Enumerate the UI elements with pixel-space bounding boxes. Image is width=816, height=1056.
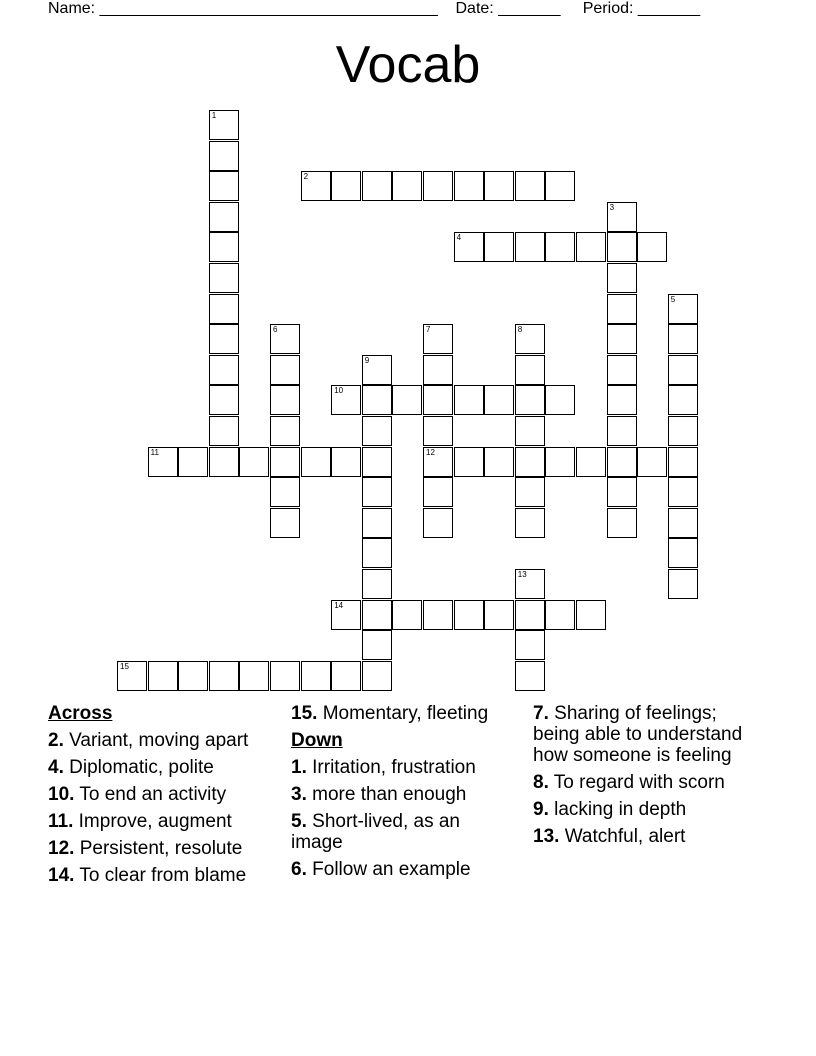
clue-number: 10.	[48, 784, 75, 805]
cell-number: 5	[670, 294, 676, 304]
grid-cell[interactable]	[454, 171, 484, 201]
cell-number: 8	[517, 325, 523, 335]
grid-cell[interactable]	[607, 355, 637, 385]
clue-text: Sharing of feelings; being able to understand how someone is feeling	[533, 703, 743, 766]
grid-cell[interactable]	[668, 477, 698, 507]
grid-cell[interactable]	[209, 141, 239, 171]
grid-cell[interactable]	[209, 202, 239, 232]
cell-number: 3	[609, 202, 615, 212]
grid-cell[interactable]	[209, 324, 239, 354]
grid-cell[interactable]	[270, 416, 300, 446]
grid-cell[interactable]	[545, 385, 575, 415]
grid-cell[interactable]	[423, 447, 453, 477]
grid-cell[interactable]	[515, 508, 545, 538]
grid-cell[interactable]	[454, 232, 484, 262]
clue-down-1	[291, 757, 516, 778]
cell-number: 7	[426, 325, 431, 335]
grid-cell[interactable]	[392, 600, 422, 630]
grid-cell[interactable]	[607, 508, 637, 538]
clue-text: To end an activity	[79, 784, 227, 805]
grid-cell[interactable]	[668, 294, 698, 324]
clue-text: Short-lived, as an image	[291, 811, 460, 853]
clue-number: 8.	[533, 772, 549, 793]
cell-number: 15	[120, 661, 129, 671]
cell-number: 2	[303, 172, 309, 182]
clue-across-11	[48, 811, 273, 832]
grid-cell[interactable]	[484, 232, 514, 262]
clue-number: 4.	[48, 757, 64, 778]
clue-number: 12.	[48, 838, 75, 859]
clue-number: 15.	[291, 703, 318, 724]
grid-cell[interactable]	[209, 171, 239, 201]
grid-cell[interactable]	[362, 385, 392, 415]
grid-cell[interactable]	[270, 447, 300, 477]
grid-cell[interactable]	[423, 508, 453, 538]
grid-cell[interactable]	[423, 477, 453, 507]
cell-number: 9	[364, 355, 370, 365]
grid-cell[interactable]	[668, 324, 698, 354]
grid-cell[interactable]	[607, 416, 637, 446]
grid-cell[interactable]	[545, 447, 575, 477]
grid-cell[interactable]	[209, 416, 239, 446]
grid-cell[interactable]	[668, 416, 698, 446]
grid-cell[interactable]	[362, 355, 392, 385]
grid-cell[interactable]	[362, 447, 392, 477]
date-label: Date:	[455, 0, 494, 17]
name-blank[interactable]: ______________________________________	[99, 0, 438, 17]
grid-cell[interactable]	[607, 385, 637, 415]
clue-text: Watchful, alert	[564, 826, 686, 847]
clue-number: 3.	[291, 784, 307, 805]
clue-down-3	[291, 784, 516, 805]
grid-cell[interactable]	[239, 661, 269, 691]
grid-cell[interactable]	[576, 232, 606, 262]
grid-cell[interactable]	[362, 600, 392, 630]
clue-across-14	[48, 865, 273, 886]
grid-cell[interactable]	[362, 416, 392, 446]
name-label: Name:	[48, 0, 96, 17]
clue-number: 14.	[48, 865, 75, 886]
grid-cell[interactable]	[209, 447, 239, 477]
clue-text: Improve, augment	[78, 811, 232, 832]
grid-cell[interactable]	[607, 232, 637, 262]
grid-cell[interactable]	[607, 324, 637, 354]
grid-cell[interactable]	[423, 355, 453, 385]
grid-cell[interactable]	[607, 447, 637, 477]
grid-cell[interactable]	[668, 508, 698, 538]
grid-cell[interactable]	[362, 630, 392, 660]
clue-text: To regard with scorn	[553, 772, 725, 793]
clue-across-15	[291, 703, 516, 724]
grid-cell[interactable]	[423, 171, 453, 201]
grid-cell[interactable]	[607, 202, 637, 232]
across-heading: Across	[48, 703, 113, 724]
grid-cell[interactable]	[301, 661, 331, 691]
clue-number: 2.	[48, 730, 64, 751]
grid-cell[interactable]	[209, 355, 239, 385]
grid-cell[interactable]	[331, 385, 361, 415]
grid-cell[interactable]	[484, 600, 514, 630]
grid-cell[interactable]	[362, 538, 392, 568]
grid-cell[interactable]	[209, 661, 239, 691]
grid-cell[interactable]	[515, 385, 545, 415]
cell-number: 4	[456, 233, 462, 243]
grid-cell[interactable]	[423, 385, 453, 415]
clue-number: 11.	[48, 811, 74, 832]
grid-cell[interactable]	[515, 569, 545, 599]
grid-cell[interactable]	[270, 355, 300, 385]
grid-cell[interactable]	[515, 600, 545, 630]
clue-down-5	[291, 811, 516, 853]
grid-cell[interactable]	[515, 324, 545, 354]
clue-number: 7.	[533, 703, 549, 724]
grid-cell[interactable]	[270, 385, 300, 415]
grid-cell[interactable]	[270, 324, 300, 354]
grid-cell[interactable]	[515, 355, 545, 385]
grid-cell[interactable]	[331, 600, 361, 630]
clue-text: To clear from blame	[79, 865, 247, 886]
grid-cell[interactable]	[515, 447, 545, 477]
grid-cell[interactable]	[331, 661, 361, 691]
grid-cell[interactable]	[454, 600, 484, 630]
clue-text: Momentary, fleeting	[322, 703, 489, 724]
grid-cell[interactable]	[362, 569, 392, 599]
clue-across-12	[48, 838, 273, 859]
grid-cell[interactable]	[637, 447, 667, 477]
grid-cell[interactable]	[178, 447, 208, 477]
grid-cell[interactable]	[209, 385, 239, 415]
cell-number: 6	[273, 325, 278, 335]
grid-cell[interactable]	[637, 232, 667, 262]
clue-across-4	[48, 757, 273, 778]
grid-cell[interactable]	[209, 263, 239, 293]
grid-cell[interactable]	[117, 661, 147, 691]
grid-cell[interactable]	[362, 508, 392, 538]
grid-cell[interactable]	[515, 171, 545, 201]
grid-cell[interactable]	[423, 324, 453, 354]
clue-down-13	[533, 826, 768, 847]
clue-down-6	[291, 859, 516, 880]
grid-cell[interactable]	[362, 477, 392, 507]
clue-text: Persistent, resolute	[79, 838, 243, 859]
clue-number: 6.	[291, 859, 307, 880]
grid-cell[interactable]	[392, 385, 422, 415]
cell-number: 1	[211, 111, 217, 120]
grid-cell[interactable]	[576, 447, 606, 477]
cell-number: 11	[150, 447, 159, 457]
grid-cell[interactable]	[484, 385, 514, 415]
clue-text: Variant, moving apart	[69, 730, 249, 751]
grid-cell[interactable]	[668, 538, 698, 568]
clues-column-1	[48, 703, 273, 892]
grid-cell[interactable]	[454, 385, 484, 415]
grid-cell[interactable]	[515, 477, 545, 507]
clue-down-7	[533, 703, 768, 766]
grid-cell[interactable]	[270, 508, 300, 538]
date-blank[interactable]: _______	[498, 0, 561, 17]
clue-text: more than enough	[312, 784, 467, 805]
grid-cell[interactable]	[454, 447, 484, 477]
grid-cell[interactable]	[515, 630, 545, 660]
clues-column-3	[533, 703, 768, 853]
grid-cell[interactable]	[607, 263, 637, 293]
grid-cell[interactable]	[484, 171, 514, 201]
grid-cell[interactable]	[270, 661, 300, 691]
cell-number: 13	[517, 570, 527, 579]
grid-cell[interactable]	[178, 661, 208, 691]
grid-cell[interactable]	[270, 477, 300, 507]
grid-cell[interactable]	[515, 416, 545, 446]
grid-cell[interactable]	[209, 232, 239, 262]
cell-number: 12	[426, 447, 435, 457]
cell-number: 14	[334, 600, 344, 610]
clue-text: lacking in depth	[554, 799, 687, 820]
grid-cell[interactable]	[209, 294, 239, 324]
clue-across-10	[48, 784, 273, 805]
clue-number: 5.	[291, 811, 307, 832]
grid-cell[interactable]	[668, 447, 698, 477]
grid-cell[interactable]	[362, 171, 392, 201]
page-title: Vocab	[335, 36, 481, 94]
grid-cell[interactable]	[423, 416, 453, 446]
clues-column-2	[291, 703, 516, 886]
clue-text: Diplomatic, polite	[69, 757, 214, 778]
grid-cell[interactable]	[668, 355, 698, 385]
grid-cell[interactable]	[301, 447, 331, 477]
grid-cell[interactable]	[668, 385, 698, 415]
grid-cell[interactable]	[515, 232, 545, 262]
grid-cell[interactable]	[576, 600, 606, 630]
cell-number: 10	[334, 386, 344, 396]
clue-number: 13.	[533, 826, 560, 847]
grid-cell[interactable]	[668, 569, 698, 599]
clue-number: 9.	[533, 799, 549, 820]
grid-cell[interactable]	[209, 110, 239, 140]
grid-cell[interactable]	[331, 447, 361, 477]
grid-cell[interactable]	[607, 477, 637, 507]
clue-number: 1.	[291, 757, 307, 778]
down-heading: Down	[291, 730, 343, 751]
grid-cell[interactable]	[545, 600, 575, 630]
grid-cell[interactable]	[148, 447, 178, 477]
grid-cell[interactable]	[607, 294, 637, 324]
grid-cell[interactable]	[362, 661, 392, 691]
grid-cell[interactable]	[331, 171, 361, 201]
clue-down-9	[533, 799, 768, 820]
period-label: Period:	[582, 0, 634, 17]
grid-cell[interactable]	[545, 171, 575, 201]
grid-cell[interactable]	[545, 232, 575, 262]
grid-cell[interactable]	[484, 447, 514, 477]
grid-cell[interactable]	[148, 661, 178, 691]
grid-cell[interactable]	[392, 171, 422, 201]
period-blank[interactable]: _______	[637, 0, 701, 17]
grid-cell[interactable]	[301, 171, 331, 201]
grid-cell[interactable]	[423, 600, 453, 630]
grid-cell[interactable]	[239, 447, 269, 477]
grid-cell[interactable]	[515, 661, 545, 691]
clue-across-2	[48, 730, 273, 751]
clue-text: Irritation, frustration	[312, 757, 476, 778]
clue-text: Follow an example	[312, 859, 471, 880]
clue-down-8	[533, 772, 768, 793]
